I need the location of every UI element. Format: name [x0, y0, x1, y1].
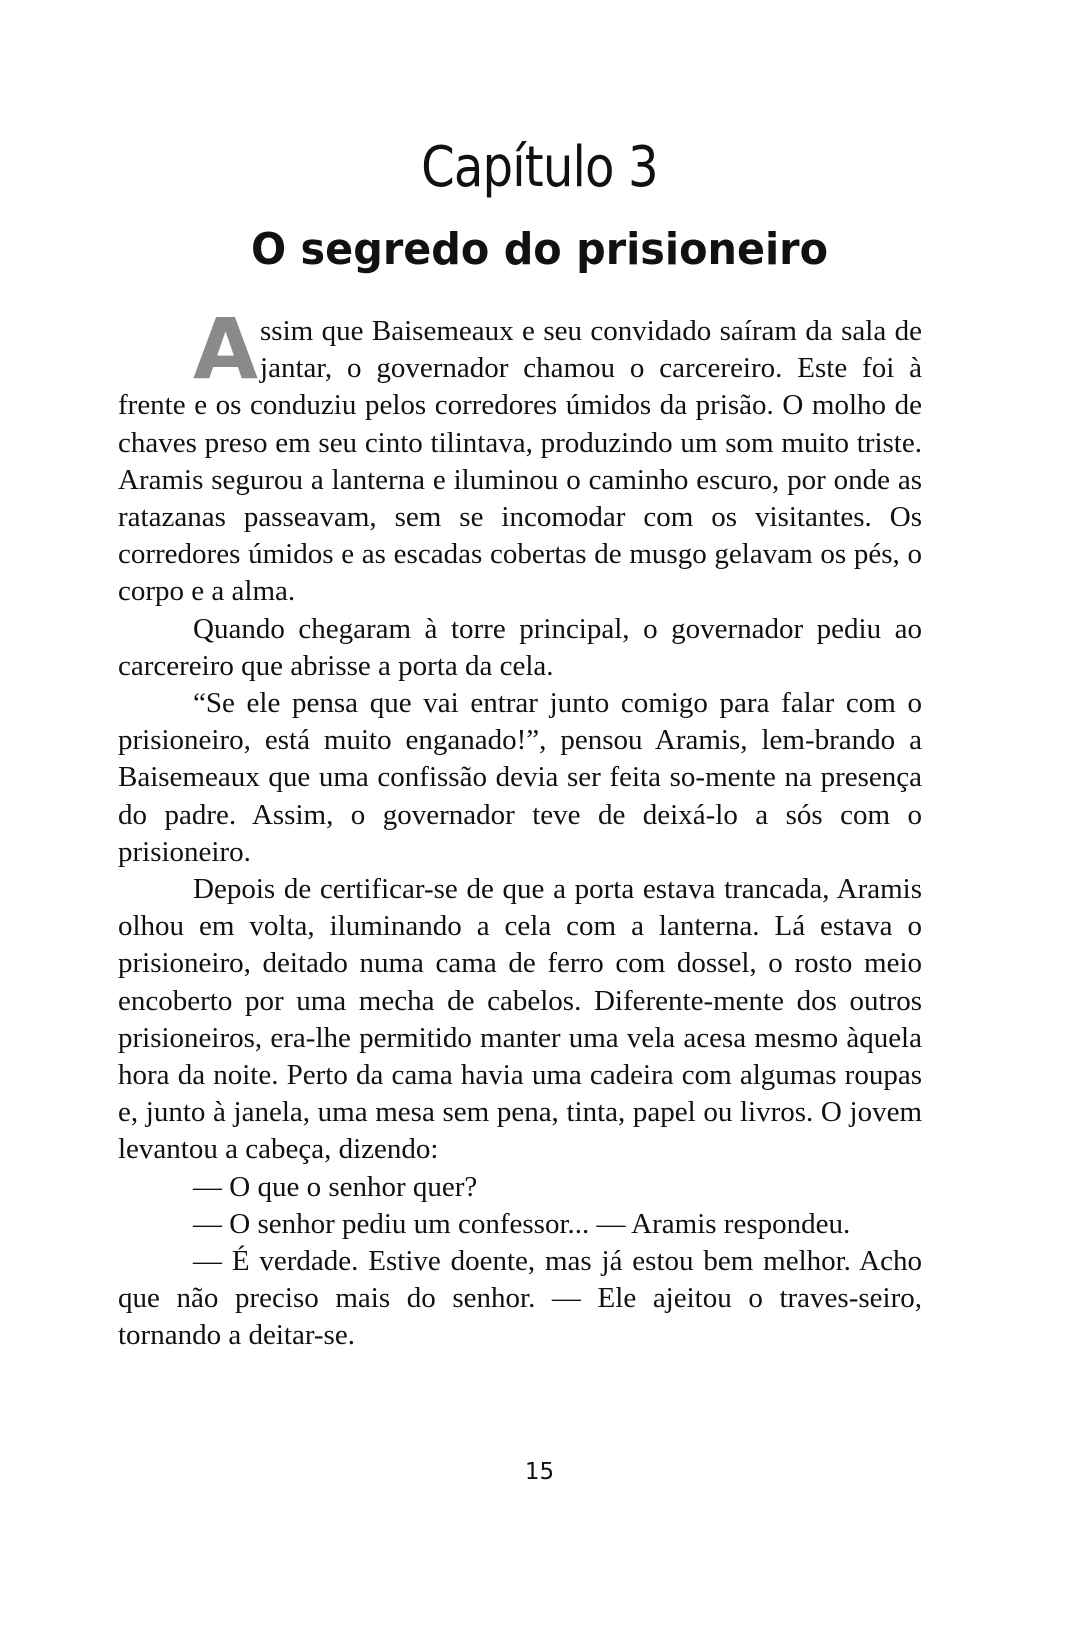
chapter-number: Capítulo 3	[421, 135, 658, 200]
chapter-title: O segredo do prisioneiro	[250, 224, 829, 275]
paragraph-3: “Se ele pensa que vai entrar junto comigo para falar com o prisioneiro, está muito enganado!”, pensou Aramis, lem-brando a Baisemeaux que uma confissão devia ser feita so-mente na presença do padre. Assim, o governador teve de deixá-lo a sós com o prisioneiro.	[118, 687, 922, 868]
dialogue-line-2: — O senhor pediu um confessor... — Aramis respondeu.	[193, 1207, 851, 1240]
paragraph-1	[118, 300, 922, 611]
page-number: 15	[524, 1459, 555, 1485]
dialogue-line-3: — É verdade. Estive doente, mas já estou bem melhor. Acho que não preciso mais do senhor. — Ele ajeitou o traves-seiro, tornando a deitar-se.	[118, 1245, 922, 1352]
chapter-body	[118, 300, 922, 1355]
drop-cap: A	[193, 300, 259, 398]
paragraph-4: Depois de certificar-se de que a porta estava trancada, Aramis olhou em volta, iluminando a cela com a lanterna. Lá estava o prisioneiro, deitado numa cama de ferro com dossel, o rosto meio encoberto por uma mecha de cabelos. Diferente-mente dos outros prisioneiros, era-lhe permitido manter uma vela acesa mesmo àquela hora da noite. Perto da cama havia uma cadeira com algumas roupas e, junto à janela, uma mesa sem pena, tinta, papel ou livros. O jovem levantou a cabeça, dizendo:	[118, 873, 922, 1166]
paragraph-1-text: ssim que Baisemeaux e seu convidado saíram da sala de jantar, o governador chamou o carcereiro. Este foi à frente e os conduziu pelos corredores úmidos da prisão. O molho de chaves preso em seu cinto tilintava, produzindo um som muito triste. Aramis segurou a lanterna e iluminou o caminho escuro, por onde as ratazanas passeavam, sem se incomodar com os visitantes. Os corredores úmidos e as escadas cobertas de musgo gelavam os pés, o corpo e a alma.	[118, 315, 922, 608]
chapter-heading	[0, 128, 1079, 286]
paragraph-2: Quando chegaram à torre principal, o governador pediu ao carcereiro que abrisse a porta da cela.	[118, 612, 922, 682]
dialogue-line-1: — O que o senhor quer?	[193, 1170, 478, 1203]
